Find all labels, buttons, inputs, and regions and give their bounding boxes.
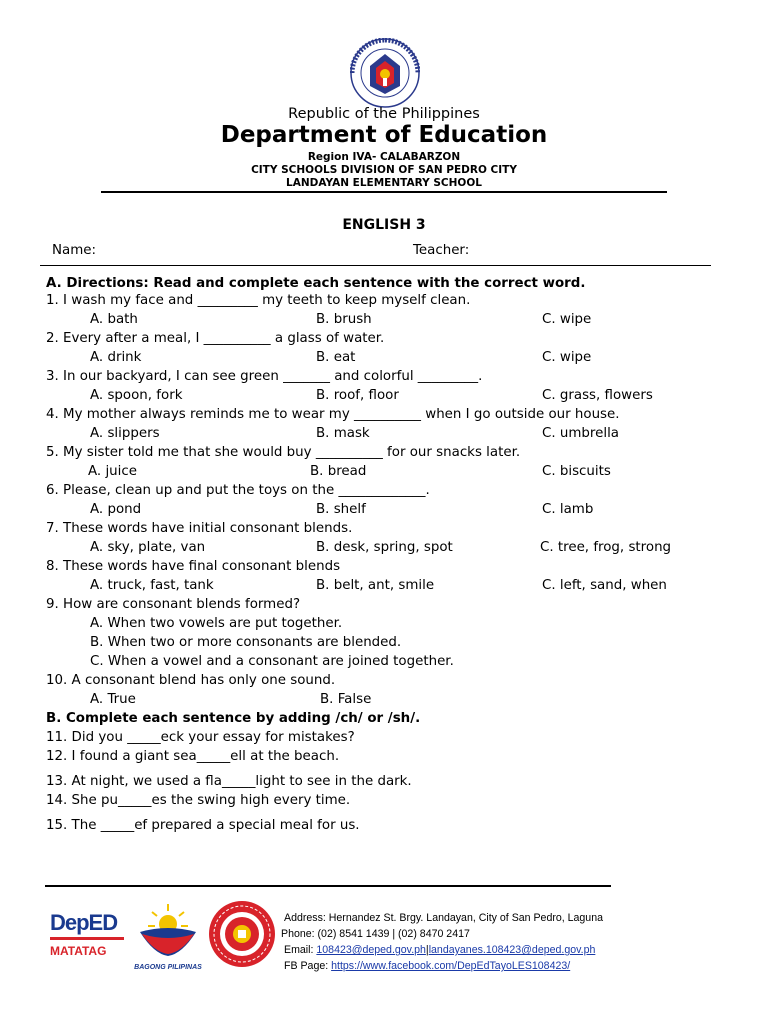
email-separator: | — [425, 944, 429, 956]
option-c: C. wipe — [542, 312, 592, 327]
option-b: B. False — [320, 692, 372, 707]
question-text: 5. My sister told me that she would buy __________ for our snacks later. — [46, 445, 521, 460]
fb-page-link[interactable]: https://www.facebook.com/DepEdTayoLES108423/ — [331, 960, 571, 972]
option-b: B. desk, spring, spot — [316, 540, 453, 555]
question-text: 1. I wash my face and _________ my teeth to keep myself clean. — [46, 293, 471, 308]
option-c: C. grass, flowers — [542, 388, 653, 403]
option-b: B. mask — [316, 426, 370, 441]
deped-logo-text: DepED — [50, 910, 118, 935]
option-c: C. tree, frog, strong — [540, 540, 672, 555]
option-a: A. When two vowels are put together. — [90, 616, 343, 631]
option-a: A. pond — [90, 502, 142, 517]
email-label: Email: — [284, 944, 317, 956]
bagong-pilipinas-logo — [132, 902, 204, 972]
option-b: B. belt, ant, smile — [316, 578, 435, 593]
option-c: C. wipe — [542, 350, 592, 365]
school-seal-logo — [208, 900, 276, 968]
option-a: A. truck, fast, tank — [90, 578, 214, 593]
name-line — [40, 265, 711, 266]
option-b: B. brush — [316, 312, 372, 327]
question-text: 15. The _____ef prepared a special meal for us. — [46, 818, 360, 833]
option-b: B. shelf — [316, 502, 366, 517]
section-a-title: A. Directions: Read and complete each sentence with the correct word. — [46, 276, 586, 291]
option-a: A. True — [90, 692, 136, 707]
option-a: A. spoon, fork — [90, 388, 183, 403]
republic-heading: Republic of the Philippines — [288, 106, 480, 122]
header-divider — [101, 191, 667, 193]
question-text: 8. These words have final consonant blends — [46, 559, 341, 574]
footer-email — [284, 944, 595, 956]
option-a: A. bath — [90, 312, 138, 327]
question-text: 13. At night, we used a fla_____light to see in the dark. — [46, 774, 412, 789]
option-c: C. biscuits — [542, 464, 611, 479]
question-text: 6. Please, clean up and put the toys on the _____________. — [46, 483, 430, 498]
matatag-text: MATATAG — [50, 944, 107, 958]
option-b: B. roof, floor — [316, 388, 399, 403]
footer-fb — [284, 960, 570, 972]
logo-underline — [50, 937, 124, 940]
option-c: C. When a vowel and a consonant are joined together. — [90, 654, 454, 669]
question-text: 7. These words have initial consonant blends. — [46, 521, 353, 536]
region-heading: Region IVA- CALABARZON — [307, 151, 461, 163]
option-c: C. left, sand, when — [542, 578, 667, 593]
division-heading: CITY SCHOOLS DIVISION OF SAN PEDRO CITY — [251, 164, 517, 176]
deped-seal-logo — [350, 38, 420, 108]
school-heading: LANDAYAN ELEMENTARY SCHOOL — [286, 177, 482, 189]
option-a: A. slippers — [90, 426, 160, 441]
option-b: B. bread — [310, 464, 367, 479]
option-a: A. juice — [88, 464, 137, 479]
bagong-pilipinas-text: BAGONG PILIPINAS — [134, 964, 202, 971]
question-text: 4. My mother always reminds me to wear my __________ when I go outside our house. — [46, 407, 620, 422]
subject-title: ENGLISH 3 — [342, 217, 426, 233]
department-heading: Department of Education — [220, 122, 548, 148]
footer-phone: Phone: (02) 8541 1439 | (02) 8470 2417 — [281, 928, 470, 940]
question-10-text: 10. A consonant blend has only one sound. — [46, 673, 336, 688]
deped-matatag-logo — [50, 910, 124, 970]
question-text: 14. She pu_____es the swing high every time. — [46, 793, 351, 808]
footer-address: Address: Hernandez St. Brgy. Landayan, City of San Pedro, Laguna — [284, 912, 603, 924]
option-b: B. eat — [316, 350, 356, 365]
option-a: A. sky, plate, van — [90, 540, 206, 555]
question-text: 2. Every after a meal, I __________ a glass of water. — [46, 331, 385, 346]
email-link-1[interactable]: 108423@deped.gov.ph — [316, 944, 426, 956]
option-b: B. When two or more consonants are blended. — [90, 635, 402, 650]
footer-divider — [45, 885, 611, 887]
question-text: 12. I found a giant sea_____ell at the beach. — [46, 749, 340, 764]
fb-label: FB Page: — [284, 960, 332, 972]
question-text: 11. Did you _____eck your essay for mistakes? — [46, 730, 355, 745]
option-c: C. lamb — [542, 502, 594, 517]
option-a: A. drink — [90, 350, 142, 365]
teacher-label: Teacher: — [413, 243, 470, 258]
option-c: C. umbrella — [542, 426, 619, 441]
name-label: Name: — [52, 243, 97, 258]
section-b-title: B. Complete each sentence by adding /ch/ or /sh/. — [46, 711, 421, 726]
question-text: 3. In our backyard, I can see green _______ and colorful _________. — [46, 369, 483, 384]
question-9-text: 9. How are consonant blends formed? — [46, 597, 301, 612]
email-link-2[interactable]: landayanes.108423@deped.gov.ph — [428, 944, 596, 956]
sun-flag-icon — [132, 902, 204, 958]
